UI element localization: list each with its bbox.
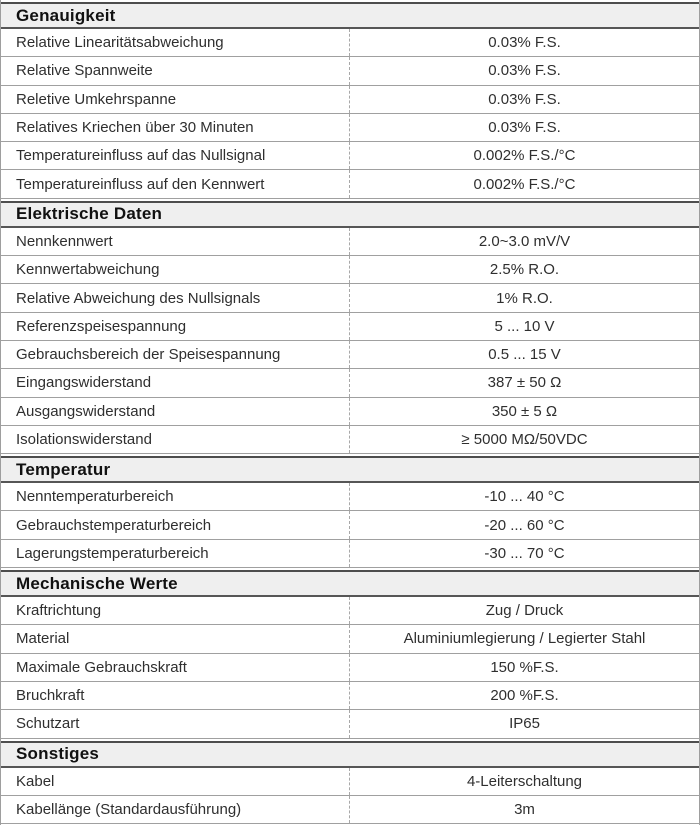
spec-row — [1, 597, 699, 625]
row-label: Gebrauchstemperaturbereich — [1, 511, 350, 538]
section-header-sonstiges — [1, 741, 699, 768]
row-value: 387 ± 50 Ω — [487, 374, 562, 392]
spec-row — [1, 313, 699, 341]
row-label: Temperatureinfluss auf den Kennwert — [1, 170, 350, 197]
row-value: 0.03% F.S. — [488, 90, 561, 108]
row-label: Kabellänge (Standardausführung) — [1, 796, 350, 823]
section-temperatur — [1, 456, 699, 568]
row-value: 0.002% F.S./°C — [473, 147, 576, 165]
spec-row — [1, 483, 699, 511]
section-title: Temperatur — [16, 459, 111, 479]
spec-row — [1, 114, 699, 142]
section-sonstiges — [1, 741, 699, 825]
row-value: 0.03% F.S. — [488, 62, 561, 80]
row-value: 0.03% F.S. — [488, 119, 561, 137]
row-label: Kennwertabweichung — [1, 256, 350, 283]
spec-row — [1, 29, 699, 57]
row-value: -10 ... 40 °C — [484, 488, 565, 506]
row-label: Ausgangswiderstand — [1, 398, 350, 425]
row-value: 2.0~3.0 mV/V — [478, 232, 571, 250]
section-elektrische-daten — [1, 201, 699, 454]
section-title: Mechanische Werte — [16, 573, 178, 593]
row-value: 4-Leiterschaltung — [466, 772, 583, 790]
row-label: Nenntemperaturbereich — [1, 483, 350, 510]
row-value: ≥ 5000 MΩ/50VDC — [461, 431, 588, 448]
row-label: Reletive Umkehrspanne — [1, 86, 350, 113]
row-value: 350 ± 5 Ω — [491, 402, 558, 420]
row-value: Zug / Druck — [485, 602, 564, 620]
row-value: 150 %F.S. — [490, 658, 559, 676]
section-title: Elektrische Daten — [16, 204, 163, 224]
row-label: Eingangswiderstand — [1, 369, 350, 396]
section-header-mechanische-werte — [1, 570, 699, 597]
section-header-genauigkeit — [1, 2, 699, 29]
row-value: IP65 — [509, 715, 540, 733]
spec-row — [1, 625, 699, 653]
row-value: 2.5% R.O. — [489, 261, 560, 279]
spec-row — [1, 86, 699, 114]
row-label: Lagerungstemperaturbereich — [1, 540, 350, 567]
spec-row — [1, 768, 699, 796]
spec-row — [1, 796, 699, 824]
spec-row — [1, 398, 699, 426]
spec-row — [1, 256, 699, 284]
row-label: Kraftrichtung — [1, 597, 350, 624]
section-genauigkeit — [1, 2, 699, 199]
row-value: -20 ... 60 °C — [484, 516, 565, 534]
row-label: Relative Abweichung des Nullsignals — [1, 284, 350, 311]
row-value: 0.5 ... 15 V — [488, 346, 561, 364]
row-value: 0.002% F.S./°C — [473, 175, 576, 193]
spec-row — [1, 228, 699, 256]
row-label: Relatives Kriechen über 30 Minuten — [1, 114, 350, 141]
spec-row — [1, 710, 699, 738]
row-value: 200 %F.S. — [490, 687, 559, 705]
row-value: Aluminiumlegierung / Legierter Stahl — [403, 630, 646, 648]
spec-row — [1, 511, 699, 539]
row-value: -30 ... 70 °C — [484, 544, 565, 562]
row-label: Referenzspeisespannung — [1, 313, 350, 340]
section-header-temperatur — [1, 456, 699, 483]
spec-row — [1, 57, 699, 85]
row-label: Kabel — [1, 768, 350, 795]
spec-row — [1, 426, 699, 454]
row-value: 3m — [514, 800, 535, 818]
section-header-elektrische-daten — [1, 201, 699, 228]
section-mechanische-werte — [1, 570, 699, 738]
row-label: Isolationswiderstand — [1, 426, 350, 453]
row-label: Nennkennwert — [1, 228, 350, 255]
spec-row — [1, 654, 699, 682]
row-label: Bruchkraft — [1, 682, 350, 709]
row-label: Material — [1, 625, 350, 652]
row-label: Schutzart — [1, 710, 350, 737]
section-title: Sonstiges — [16, 744, 100, 764]
spec-row — [1, 284, 699, 312]
section-title: Genauigkeit — [16, 5, 116, 25]
row-value: 5 ... 10 V — [494, 317, 555, 335]
spec-row — [1, 369, 699, 397]
row-value: 1% R.O. — [496, 289, 553, 307]
row-label: Relative Linearitätsabweichung — [1, 29, 350, 56]
row-value: 0.03% F.S. — [488, 34, 561, 52]
spec-row — [1, 142, 699, 170]
spec-row — [1, 170, 699, 198]
spec-row — [1, 682, 699, 710]
row-label: Relative Spannweite — [1, 57, 350, 84]
spec-row — [1, 540, 699, 568]
spec-row — [1, 341, 699, 369]
row-label: Temperatureinfluss auf das Nullsignal — [1, 142, 350, 169]
row-label: Gebrauchsbereich der Speisespannung — [1, 341, 350, 368]
row-label: Maximale Gebrauchskraft — [1, 654, 350, 681]
